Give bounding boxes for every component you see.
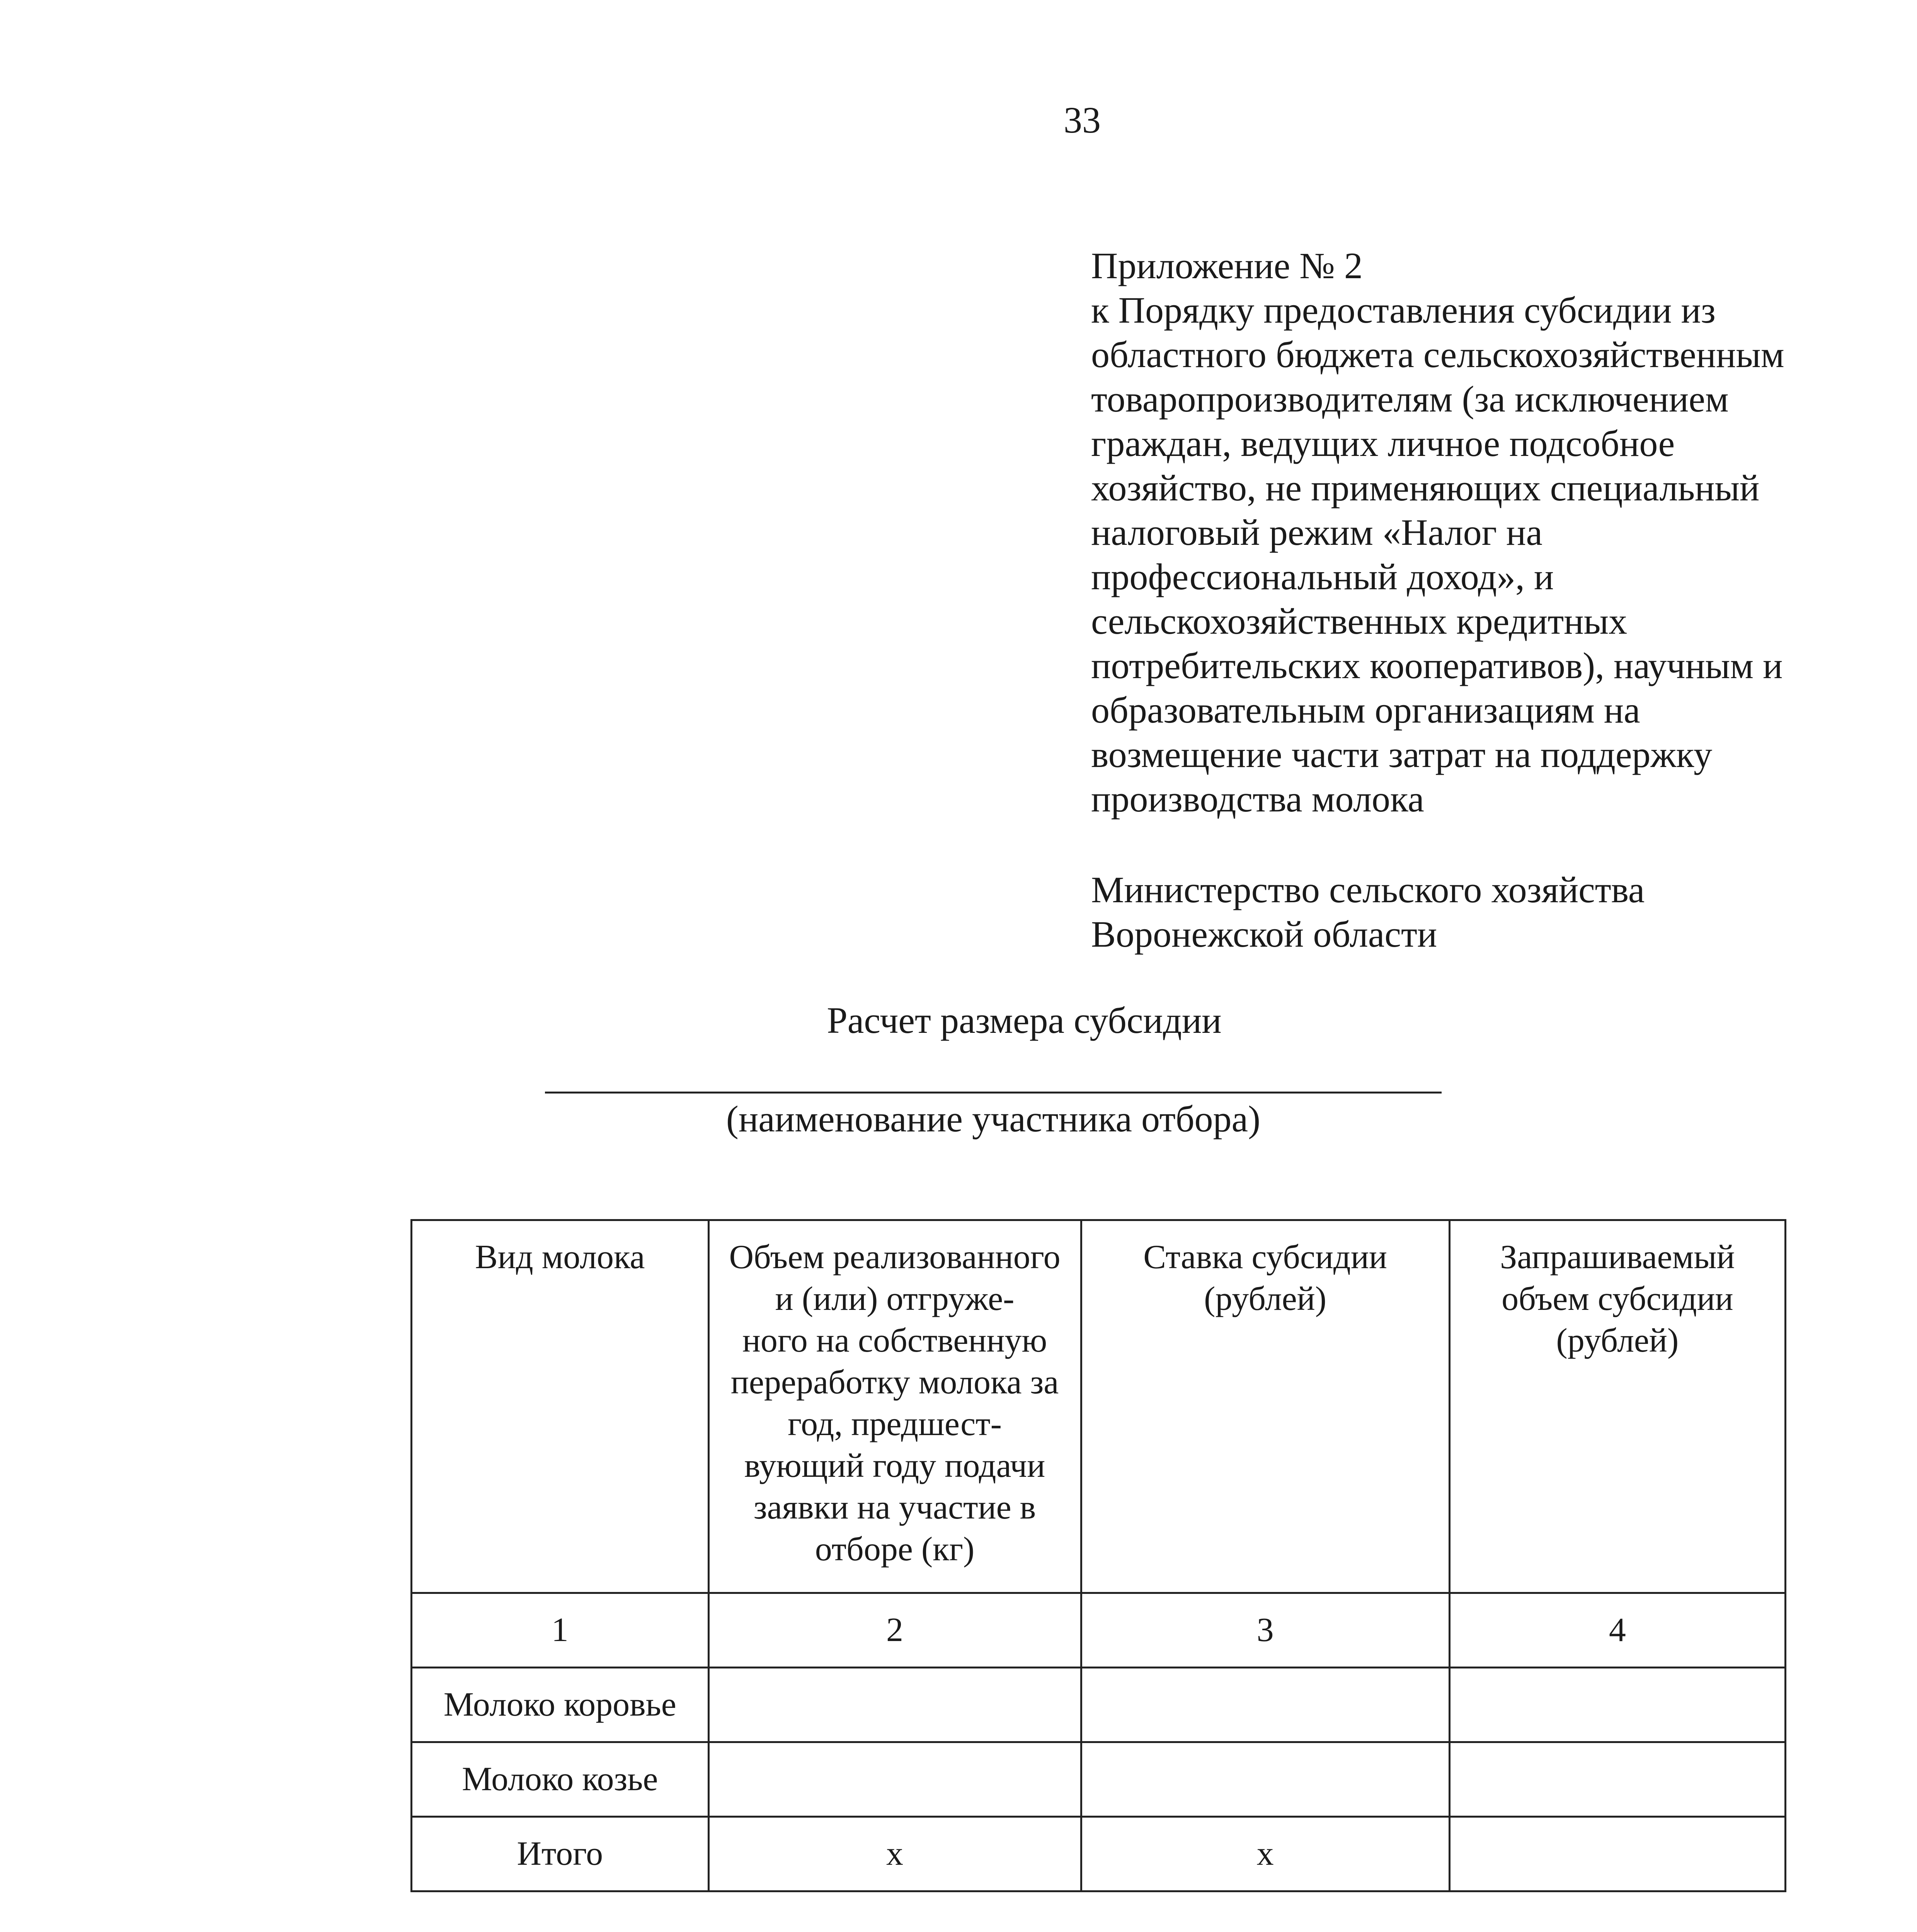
- header-line: Запрашиваемый: [1500, 1238, 1735, 1276]
- header-line: вующий году подачи: [744, 1447, 1045, 1485]
- header-cell-rate: [1081, 1220, 1449, 1593]
- table-header-row: [412, 1220, 1786, 1593]
- annex-line: налоговый режим «Налог на: [1091, 512, 1543, 553]
- header-line: объем субсидии: [1502, 1280, 1733, 1318]
- header-line: Ставка субсидии: [1143, 1238, 1387, 1276]
- annex-line: образовательным организациям на: [1091, 689, 1640, 731]
- table-cell: Молоко коровье: [412, 1668, 709, 1742]
- ministry-line: Министерство сельского хозяйства: [1091, 869, 1645, 910]
- annex-line: граждан, ведущих личное подсобное: [1091, 423, 1675, 464]
- header-line: Объем реализованного: [729, 1238, 1061, 1276]
- table-cell: [1449, 1668, 1785, 1742]
- header-line: ного на собственную: [742, 1322, 1047, 1359]
- table-cell: [1081, 1668, 1449, 1742]
- annex-line: потребительских кооперативов), научным и: [1091, 645, 1783, 686]
- annex-line: профессиональный доход», и: [1091, 556, 1554, 597]
- annex-line: возмещение части затрат на поддержку: [1091, 734, 1713, 775]
- header-line: переработку молока за: [730, 1364, 1059, 1401]
- column-number-row: [412, 1593, 1786, 1668]
- column-number: 1: [412, 1593, 709, 1668]
- table-cell: [1081, 1742, 1449, 1817]
- ministry-line: Воронежской области: [1091, 913, 1437, 955]
- annex-line: производства молока: [1091, 778, 1424, 820]
- table-cell: [1449, 1742, 1785, 1817]
- annex-line: к Порядку предоставления субсидии из: [1091, 289, 1716, 331]
- table-cell: x: [708, 1817, 1081, 1891]
- header-line: Вид молока: [475, 1238, 645, 1276]
- header-cell-requested: [1449, 1220, 1785, 1593]
- table-cell: x: [1081, 1817, 1449, 1891]
- table-row: [412, 1742, 1786, 1817]
- table-cell: Молоко козье: [412, 1742, 709, 1817]
- table-row: [412, 1668, 1786, 1742]
- table-row: [412, 1817, 1786, 1891]
- annex-line: областного бюджета сельскохозяйственным: [1091, 334, 1784, 375]
- table-cell: Итого: [412, 1817, 709, 1891]
- calc-title: Расчет размера субсидии: [827, 1000, 1222, 1041]
- header-line: отборе (кг): [815, 1531, 975, 1568]
- subsidy-table: [410, 1219, 1786, 1892]
- header-line: год, предшест-: [788, 1405, 1002, 1443]
- ministry-block: [1091, 867, 1645, 956]
- header-cell-milk-type: [412, 1220, 709, 1593]
- participant-caption: (наименование участника отбора): [726, 1098, 1261, 1139]
- annex-line: хозяйство, не применяющих специальный: [1091, 467, 1760, 509]
- annex-line: Приложение № 2: [1091, 245, 1363, 286]
- annex-line: товаропроизводителям (за исключением: [1091, 378, 1729, 420]
- column-number: 3: [1081, 1593, 1449, 1668]
- header-cell-volume: [708, 1220, 1081, 1593]
- annex-block: [1091, 243, 1903, 821]
- header-line: (рублей): [1204, 1280, 1327, 1318]
- page-number: 33: [1064, 99, 1101, 141]
- participant-name-line: [545, 1092, 1442, 1094]
- column-number: 2: [708, 1593, 1081, 1668]
- column-number: 4: [1449, 1593, 1785, 1668]
- header-line: и (или) отгруже-: [775, 1280, 1015, 1318]
- table-cell: [1449, 1817, 1785, 1891]
- header-line: (рублей): [1556, 1322, 1679, 1359]
- header-line: заявки на участие в: [753, 1489, 1036, 1526]
- annex-line: сельскохозяйственных кредитных: [1091, 600, 1628, 642]
- table-cell: [708, 1742, 1081, 1817]
- table-cell: [708, 1668, 1081, 1742]
